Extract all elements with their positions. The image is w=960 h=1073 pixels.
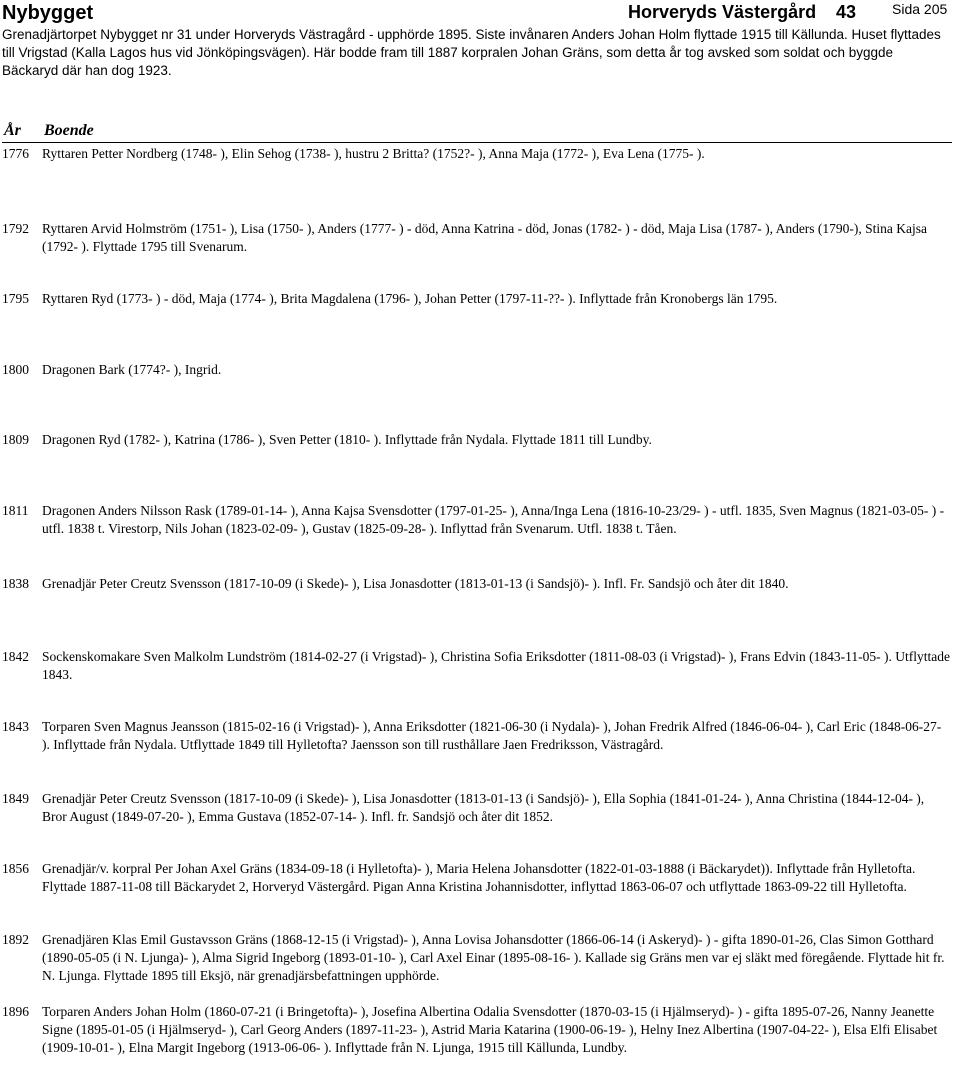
- entry-row: [2, 648, 950, 684]
- entry-text: Grenadjär Peter Creutz Svensson (1817-10-09 (i Skede)- ), Lisa Jonasdotter (1813-01-13 (i Sandsjö)- ), Ella Sophia (1841-01-24- ), Anna Christina (1844-12-04- ), Bror August (1849-07-20- ), Emma Gustava (1852-07-14- ). Infl. fr. Sandsjö och åter dit 1852.: [42, 791, 925, 824]
- intro-paragraph: Grenadjärtorpet Nybygget nr 31 under Horveryds Västragård - upphörde 1895. Siste invånaren Anders Johan Holm flyttade 1915 till Källunda. Huset flyttades till Vrigstad (Kalla Lagos hus vid Jönköpingsvägen). Här bodde fram till 1887 korpralen Johan Gräns, som detta år tog avsked som soldat och byggde Bäckaryd där han dog 1923.: [2, 27, 941, 78]
- entry-year: 1849: [2, 791, 29, 806]
- entry-text: Dragonen Bark (1774?- ), Ingrid.: [42, 362, 222, 377]
- entry-year: 1792: [2, 221, 29, 236]
- column-header: [2, 122, 952, 143]
- entry-year: 1809: [2, 432, 29, 447]
- entry-year: 1795: [2, 291, 29, 306]
- entry-year: 1838: [2, 576, 29, 591]
- residence-column-label: Boende: [44, 122, 94, 139]
- entry-row: [2, 431, 950, 449]
- entry-row: [2, 220, 950, 256]
- entry-text: Grenadjär/v. korpral Per Johan Axel Gräns (1834-09-18 (i Hylletofta)- ), Maria Helena Johansdotter (1822-01-03-1888 (i Bäckarydet)). Inflyttade från Hylletofta. Flyttade 1887-11-08 till Bäckarydet 2, Horveryd Västergård. Pigan Anna Kristina Johannisdotter, inflyttad 1863-06-07 och utflyttade 1863-09-22 till Hylletofta.: [42, 861, 916, 894]
- page-title: Nybygget: [2, 2, 94, 24]
- entry-text: Dragonen Ryd (1782- ), Katrina (1786- ), Sven Petter (1810- ). Inflyttade från Nydala. Flyttade 1811 till Lundby.: [42, 432, 652, 447]
- year-column-label: År: [4, 122, 21, 139]
- farm-number: 43: [836, 2, 857, 22]
- entry-year: 1856: [2, 861, 29, 876]
- entry-text: Dragonen Anders Nilsson Rask (1789-01-14- ), Anna Kajsa Svensdotter (1797-01-25- ), Anna/Inga Lena (1816-10-23/29- ) - utfl. 1835, Sven Magnus (1821-03-05- ) - utfl. 1838 t. Virestorp, Nils Johan (1823-02-09- ), Gustav (1825-09-28- ). Inflyttad från Svenarum. Utfl. 1838 t. Tåen.: [42, 503, 945, 536]
- entry-row: [2, 575, 950, 593]
- entry-text: Torparen Sven Magnus Jeansson (1815-02-16 (i Vrigstad)- ), Anna Eriksdotter (1821-06-30 (i Nydala)- ), Johan Fredrik Alfred (1846-06-04- ), Carl Eric (1848-06-27- ). Inflyttade från Nydala. Utflyttade 1849 till Hylletofta? Jaensson son till rusthållare Jaen Fredriksson, Västragård.: [42, 719, 942, 752]
- entry-row: [2, 361, 950, 379]
- entry-row: [2, 860, 950, 896]
- entry-row: [2, 718, 950, 754]
- entry-year: 1842: [2, 649, 29, 664]
- entry-text: Sockenskomakare Sven Malkolm Lundström (1814-02-27 (i Vrigstad)- ), Christina Sofia Eriksdotter (1811-08-03 (i Vrigstad)- ), Frans Edvin (1843-11-05- ). Utflyttade 1843.: [42, 649, 950, 682]
- entry-row: [2, 790, 950, 826]
- entry-row: [2, 1003, 950, 1057]
- entry-text: Grenadjären Klas Emil Gustavsson Gräns (1868-12-15 (i Vrigstad)- ), Anna Lovisa Johansdotter (1866-06-14 (i Askeryd)- ) - gifta 1890-01-26, Clas Simon Gotthard (1890-05-05 (i N. Ljunga)- ), Alma Sigrid Ingeborg (1893-01-10- ), Carl Axel Einar (1895-08-16- ). Kallade sig Gräns men var ej släkt med föregående. Flyttade hit fr. N. Ljunga. Flyttade 1895 till Eksjö, när grenadjärsbefattningen upphörde.: [42, 932, 945, 983]
- entry-row: [2, 290, 950, 308]
- entry-year: 1811: [2, 503, 29, 518]
- farm-name: Horveryds Västergård: [628, 2, 817, 22]
- entry-row: [2, 145, 950, 163]
- entry-row: [2, 931, 950, 985]
- entry-text: Ryttaren Ryd (1773- ) - död, Maja (1774- ), Brita Magdalena (1796- ), Johan Petter (1797-11-??- ). Inflyttade från Kronobergs län 1795.: [42, 291, 778, 306]
- entry-text: Ryttaren Arvid Holmström (1751- ), Lisa (1750- ), Anders (1777- ) - död, Anna Katrina - död, Jonas (1782- ) - död, Maja Lisa (1787- ), Anders (1790-), Stina Kajsa (1792- ). Flyttade 1795 till Svenarum.: [42, 221, 928, 254]
- entry-text: Torparen Anders Johan Holm (1860-07-21 (i Bringetofta)- ), Josefina Albertina Odalia Svensdotter (1870-03-15 (i Hjälmseryd)- ) - gifta 1895-07-26, Nanny Jeanette Signe (1895-01-05 (i Hjälmseryd- ), Carl Georg Anders (1897-11-23- ), Astrid Maria Katarina (1900-06-19- ), Helny Inez Albertina (1907-04-22- ), Elsa Elfi Elisabet (1909-10-01- ), Elna Margit Ingeborg (1913-06-06- ). Inflyttade från N. Ljunga, 1915 till Källunda, Lundby.: [42, 1004, 938, 1055]
- entry-text: Ryttaren Petter Nordberg (1748- ), Elin Sehog (1738- ), hustru 2 Britta? (1752?- ), Anna Maja (1772- ), Eva Lena (1775- ).: [42, 146, 705, 161]
- page-number: Sida 205: [892, 1, 948, 17]
- entry-text: Grenadjär Peter Creutz Svensson (1817-10-09 (i Skede)- ), Lisa Jonasdotter (1813-01-13 (i Sandsjö)- ). Infl. Fr. Sandsjö och åter dit 1840.: [42, 576, 789, 591]
- entry-year: 1896: [2, 1004, 29, 1019]
- entry-row: [2, 502, 950, 538]
- entry-year: 1843: [2, 719, 29, 734]
- entry-year: 1776: [2, 146, 29, 161]
- entry-year: 1892: [2, 932, 29, 947]
- entry-year: 1800: [2, 362, 29, 377]
